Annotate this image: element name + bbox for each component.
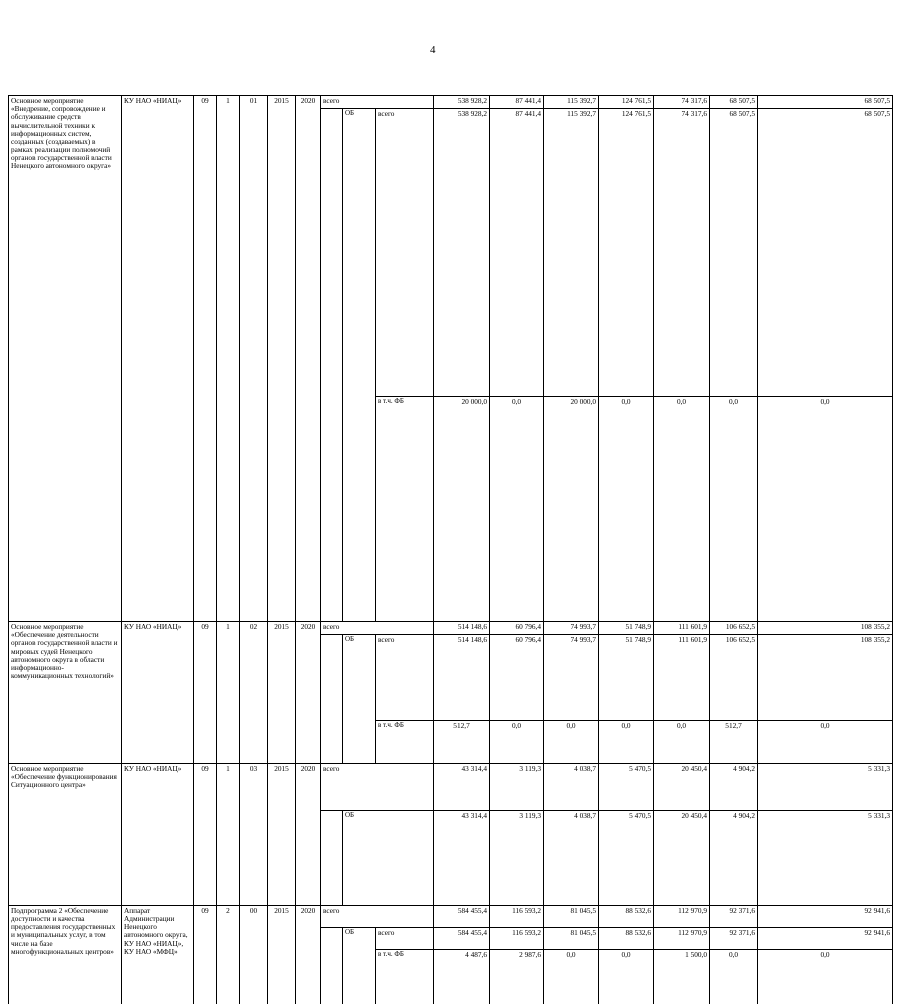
value-cell: 106 652,5 bbox=[710, 622, 758, 635]
total-label: всего bbox=[321, 96, 434, 109]
code-measure: 01 bbox=[240, 96, 268, 622]
value-cell: 0,0 bbox=[599, 397, 654, 622]
year-end: 2020 bbox=[296, 96, 321, 622]
code-measure: 00 bbox=[240, 905, 268, 1003]
value-cell: 108 355,2 bbox=[758, 635, 893, 721]
value-cell: 43 314,4 bbox=[434, 763, 490, 810]
value-cell: 514 148,6 bbox=[434, 622, 490, 635]
executor: КУ НАО «НИАЦ» bbox=[122, 96, 194, 622]
code-program: 09 bbox=[194, 763, 217, 905]
budget-sub-label: всего bbox=[376, 927, 434, 949]
value-cell: 538 928,2 bbox=[434, 109, 490, 397]
value-cell: 5 331,3 bbox=[758, 811, 893, 906]
budget-ob-label: ОБ bbox=[343, 109, 376, 622]
value-cell: 514 148,6 bbox=[434, 635, 490, 721]
budget-ob-label: ОБ bbox=[343, 811, 434, 906]
value-cell: 68 507,5 bbox=[758, 109, 893, 397]
code-subprogram: 1 bbox=[217, 763, 240, 905]
value-cell: 116 593,2 bbox=[490, 927, 544, 949]
value-cell: 87 441,4 bbox=[490, 96, 544, 109]
table-row bbox=[9, 622, 893, 635]
value-cell: 0,0 bbox=[758, 949, 893, 1003]
value-cell: 3 119,3 bbox=[490, 763, 544, 810]
value-cell: 81 045,5 bbox=[544, 905, 599, 927]
code-measure: 03 bbox=[240, 763, 268, 905]
table-row bbox=[9, 96, 893, 109]
budget-fb-label: в т.ч. ФБ bbox=[376, 949, 434, 1003]
table-row bbox=[9, 763, 893, 810]
value-cell: 538 928,2 bbox=[434, 96, 490, 109]
value-cell: 60 796,4 bbox=[490, 622, 544, 635]
value-cell: 3 119,3 bbox=[490, 811, 544, 906]
value-cell: 124 761,5 bbox=[599, 109, 654, 397]
year-end: 2020 bbox=[296, 622, 321, 764]
code-program: 09 bbox=[194, 96, 217, 622]
value-cell: 74 993,7 bbox=[544, 622, 599, 635]
value-cell: 74 317,6 bbox=[654, 109, 710, 397]
value-cell: 4 904,2 bbox=[710, 811, 758, 906]
page-number: 4 bbox=[430, 44, 436, 56]
value-cell: 88 532,6 bbox=[599, 927, 654, 949]
value-cell: 20 450,4 bbox=[654, 811, 710, 906]
budget-ob-label: ОБ bbox=[343, 635, 376, 764]
code-subprogram: 1 bbox=[217, 622, 240, 764]
measure-name: Основное мероприятие «Внедрение, сопровождение и обслуживание средств вычислительной техники к информационных систем, созданных (создаваемых) в рамках реализации полномочий органов государственной власти Ненецкого автономного округа» bbox=[9, 96, 122, 622]
table-row bbox=[9, 905, 893, 927]
value-cell: 20 000,0 bbox=[544, 397, 599, 622]
program-table bbox=[8, 95, 893, 1004]
value-cell: 4 904,2 bbox=[710, 763, 758, 810]
total-label: всего bbox=[321, 763, 434, 810]
value-cell: 512,7 bbox=[710, 720, 758, 763]
value-cell: 68 507,5 bbox=[758, 96, 893, 109]
executor: КУ НАО «НИАЦ» bbox=[122, 763, 194, 905]
value-cell: 1 500,0 bbox=[654, 949, 710, 1003]
value-cell: 20 000,0 bbox=[434, 397, 490, 622]
code-subprogram: 1 bbox=[217, 96, 240, 622]
value-cell: 0,0 bbox=[654, 720, 710, 763]
total-label: всего bbox=[321, 622, 434, 635]
value-cell: 106 652,5 bbox=[710, 635, 758, 721]
code-program: 09 bbox=[194, 622, 217, 764]
value-cell: 5 470,5 bbox=[599, 763, 654, 810]
value-cell: 115 392,7 bbox=[544, 109, 599, 397]
value-cell: 0,0 bbox=[758, 397, 893, 622]
value-cell: 0,0 bbox=[710, 397, 758, 622]
measure-name: Основное мероприятие «Обеспечение функционирования Ситуационного центра» bbox=[9, 763, 122, 905]
value-cell: 5 331,3 bbox=[758, 763, 893, 810]
value-cell: 4 038,7 bbox=[544, 811, 599, 906]
value-cell: 4 038,7 bbox=[544, 763, 599, 810]
value-cell: 92 941,6 bbox=[758, 927, 893, 949]
value-cell: 88 532,6 bbox=[599, 905, 654, 927]
value-cell: 0,0 bbox=[599, 949, 654, 1003]
value-cell: 111 601,9 bbox=[654, 622, 710, 635]
value-cell: 5 470,5 bbox=[599, 811, 654, 906]
code-program: 09 bbox=[194, 905, 217, 1003]
value-cell: 68 507,5 bbox=[710, 109, 758, 397]
value-cell: 512,7 bbox=[434, 720, 490, 763]
value-cell: 0,0 bbox=[599, 720, 654, 763]
value-cell: 43 314,4 bbox=[434, 811, 490, 906]
value-cell: 115 392,7 bbox=[544, 96, 599, 109]
value-cell: 92 371,6 bbox=[710, 905, 758, 927]
value-cell: 0,0 bbox=[654, 397, 710, 622]
year-start: 2015 bbox=[268, 763, 296, 905]
value-cell: 108 355,2 bbox=[758, 622, 893, 635]
value-cell: 0,0 bbox=[544, 949, 599, 1003]
value-cell: 60 796,4 bbox=[490, 635, 544, 721]
value-cell: 116 593,2 bbox=[490, 905, 544, 927]
value-cell: 112 970,9 bbox=[654, 927, 710, 949]
year-end: 2020 bbox=[296, 763, 321, 905]
budget-sub-label: всего bbox=[376, 109, 434, 397]
value-cell: 0,0 bbox=[758, 720, 893, 763]
value-cell: 0,0 bbox=[490, 397, 544, 622]
value-cell: 124 761,5 bbox=[599, 96, 654, 109]
value-cell: 74 993,7 bbox=[544, 635, 599, 721]
measure-name: Основное мероприятие «Обеспечение деятельности органов государственной власти и мировых судей Ненецкого автономного округа в области информационно-коммуникационных технологий» bbox=[9, 622, 122, 764]
value-cell: 4 487,6 bbox=[434, 949, 490, 1003]
value-cell: 0,0 bbox=[710, 949, 758, 1003]
year-end: 2020 bbox=[296, 905, 321, 1003]
value-cell: 68 507,5 bbox=[710, 96, 758, 109]
value-cell: 0,0 bbox=[490, 720, 544, 763]
budget-sub-label: всего bbox=[376, 635, 434, 721]
value-cell: 87 441,4 bbox=[490, 109, 544, 397]
value-cell: 20 450,4 bbox=[654, 763, 710, 810]
budget-ob-label: ОБ bbox=[343, 927, 376, 1003]
value-cell: 112 970,9 bbox=[654, 905, 710, 927]
value-cell: 0,0 bbox=[544, 720, 599, 763]
subprogram-name: Подпрограмма 2 «Обеспечение доступности и качества предоставления государственных и муниципальных услуг, в том числе на базе многофункциональных центров» bbox=[9, 905, 122, 1003]
year-start: 2015 bbox=[268, 622, 296, 764]
budget-fb-label: в т.ч. ФБ bbox=[376, 397, 434, 622]
value-cell: 111 601,9 bbox=[654, 635, 710, 721]
code-subprogram: 2 bbox=[217, 905, 240, 1003]
value-cell: 2 987,6 bbox=[490, 949, 544, 1003]
total-label: всего bbox=[321, 905, 434, 927]
value-cell: 51 748,9 bbox=[599, 635, 654, 721]
year-start: 2015 bbox=[268, 905, 296, 1003]
value-cell: 584 455,4 bbox=[434, 905, 490, 927]
value-cell: 81 045,5 bbox=[544, 927, 599, 949]
value-cell: 51 748,9 bbox=[599, 622, 654, 635]
budget-fb-label: в т.ч. ФБ bbox=[376, 720, 434, 763]
executor: КУ НАО «НИАЦ» bbox=[122, 622, 194, 764]
value-cell: 92 371,6 bbox=[710, 927, 758, 949]
value-cell: 92 941,6 bbox=[758, 905, 893, 927]
value-cell: 74 317,6 bbox=[654, 96, 710, 109]
executor: Аппарат Администрации Ненецкого автономного округа, КУ НАО «НИАЦ», КУ НАО «МФЦ» bbox=[122, 905, 194, 1003]
code-measure: 02 bbox=[240, 622, 268, 764]
value-cell: 584 455,4 bbox=[434, 927, 490, 949]
year-start: 2015 bbox=[268, 96, 296, 622]
